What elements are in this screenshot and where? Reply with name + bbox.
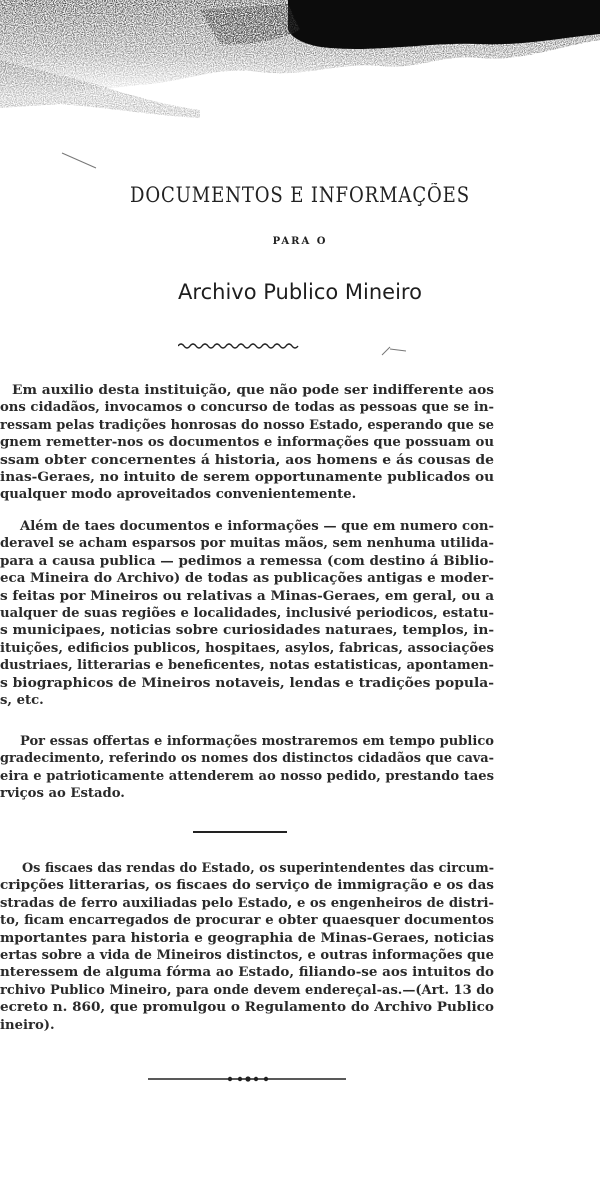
title-connector: PARA O (272, 236, 328, 247)
page-title: DOCUMENTOS E INFORMAÇÕES (130, 183, 470, 207)
text-line: ualquer de suas regiões e localidades, inclusivé periodicos, estatu- (0, 606, 494, 621)
text-line: ituições, edificios publicos, hospitaes, asylos, fabricas, associações (0, 640, 494, 656)
text-line: ineiro). (0, 1017, 55, 1033)
text-line: deravel se acham esparsos por muitas mãos, sem nenhuma utilida- (0, 536, 495, 552)
text-line: s municipaes, noticias sobre curiosidades naturaes, templos, in- (0, 623, 495, 639)
text-line: Por essas offertas e informações mostraremos em tempo publico (20, 734, 495, 749)
text-line: para a causa publica — pedimos a remessa (com destino á Biblio- (0, 553, 494, 569)
text-line: stradas de ferro auxiliadas pelo Estado, e os engenheiros de distri- (0, 895, 495, 911)
text-line: eira e patrioticamente attenderem ao nosso pedido, prestando taes (0, 768, 494, 784)
scan-noise-border (0, 0, 600, 125)
text-line: qualquer modo aproveitados convenientemente. (0, 487, 357, 503)
text-line: Em auxilio desta instituição, que não pode ser indifferente aos (12, 383, 495, 398)
text-line: dustriaes, litterarias e beneficentes, notas estatisticas, apontamen- (0, 658, 494, 674)
text-line: nteressem de alguma fórma ao Estado, filiando-se aos intuitos do (0, 965, 495, 981)
ornamental-rule (148, 1074, 348, 1084)
text-line: Os fiscaes das rendas do Estado, os superintendentes das circum- (22, 861, 495, 876)
text-line: s biographicos de Mineiros notaveis, lendas e tradições popula- (0, 675, 494, 691)
text-line: Além de taes documentos e informações — que em numero con- (20, 519, 495, 534)
text-line: rchivo Publico Mineiro, para onde devem endereçal-as.—(Art. 13 do (0, 982, 494, 998)
text-line: s feitas por Mineiros ou relativas a Minas-Geraes, em geral, ou a (0, 588, 495, 604)
wavy-divider (178, 340, 302, 352)
page-subtitle: Archivo Publico Mineiro (178, 280, 422, 304)
text-line: ssam obter concernentes á historia, aos homens e ás cousas de (0, 452, 495, 468)
text-line: eca Mineira do Archivo) de todas as publicações antigas e moder- (0, 571, 494, 587)
horizontal-rule (193, 829, 289, 835)
text-line: ons cidadãos, invocamos o concurso de todas as pessoas que se in- (0, 400, 495, 416)
scan-mark (380, 345, 410, 359)
text-line: gradecimento, referindo os nomes dos distinctos cidadãos que cava- (0, 751, 495, 767)
text-line: ecreto n. 860, que promulgou o Regulamento do Archivo Publico (0, 1000, 494, 1016)
text-line: rviços ao Estado. (0, 786, 125, 802)
text-line: gnem remetter-nos os documentos e informações que possuam ou (0, 435, 494, 451)
text-line: inas-Geraes, no intuito de serem opportunamente publicados ou (0, 470, 495, 485)
scan-mark (60, 150, 100, 172)
text-line: mportantes para historia e geographia de Minas-Geraes, noticias (0, 930, 494, 946)
text-line: cripções litterarias, os fiscaes do serviço de immigração e os das (0, 878, 494, 894)
text-line: ertas sobre a vida de Mineiros distinctos, e outras informações que (0, 948, 494, 963)
text-line: ressam pelas tradições honrosas do nosso Estado, esperando que se (0, 417, 494, 433)
text-line: to, ficam encarregados de procurar e obter quaesquer documentos (0, 913, 494, 929)
text-line: s, etc. (0, 693, 44, 708)
